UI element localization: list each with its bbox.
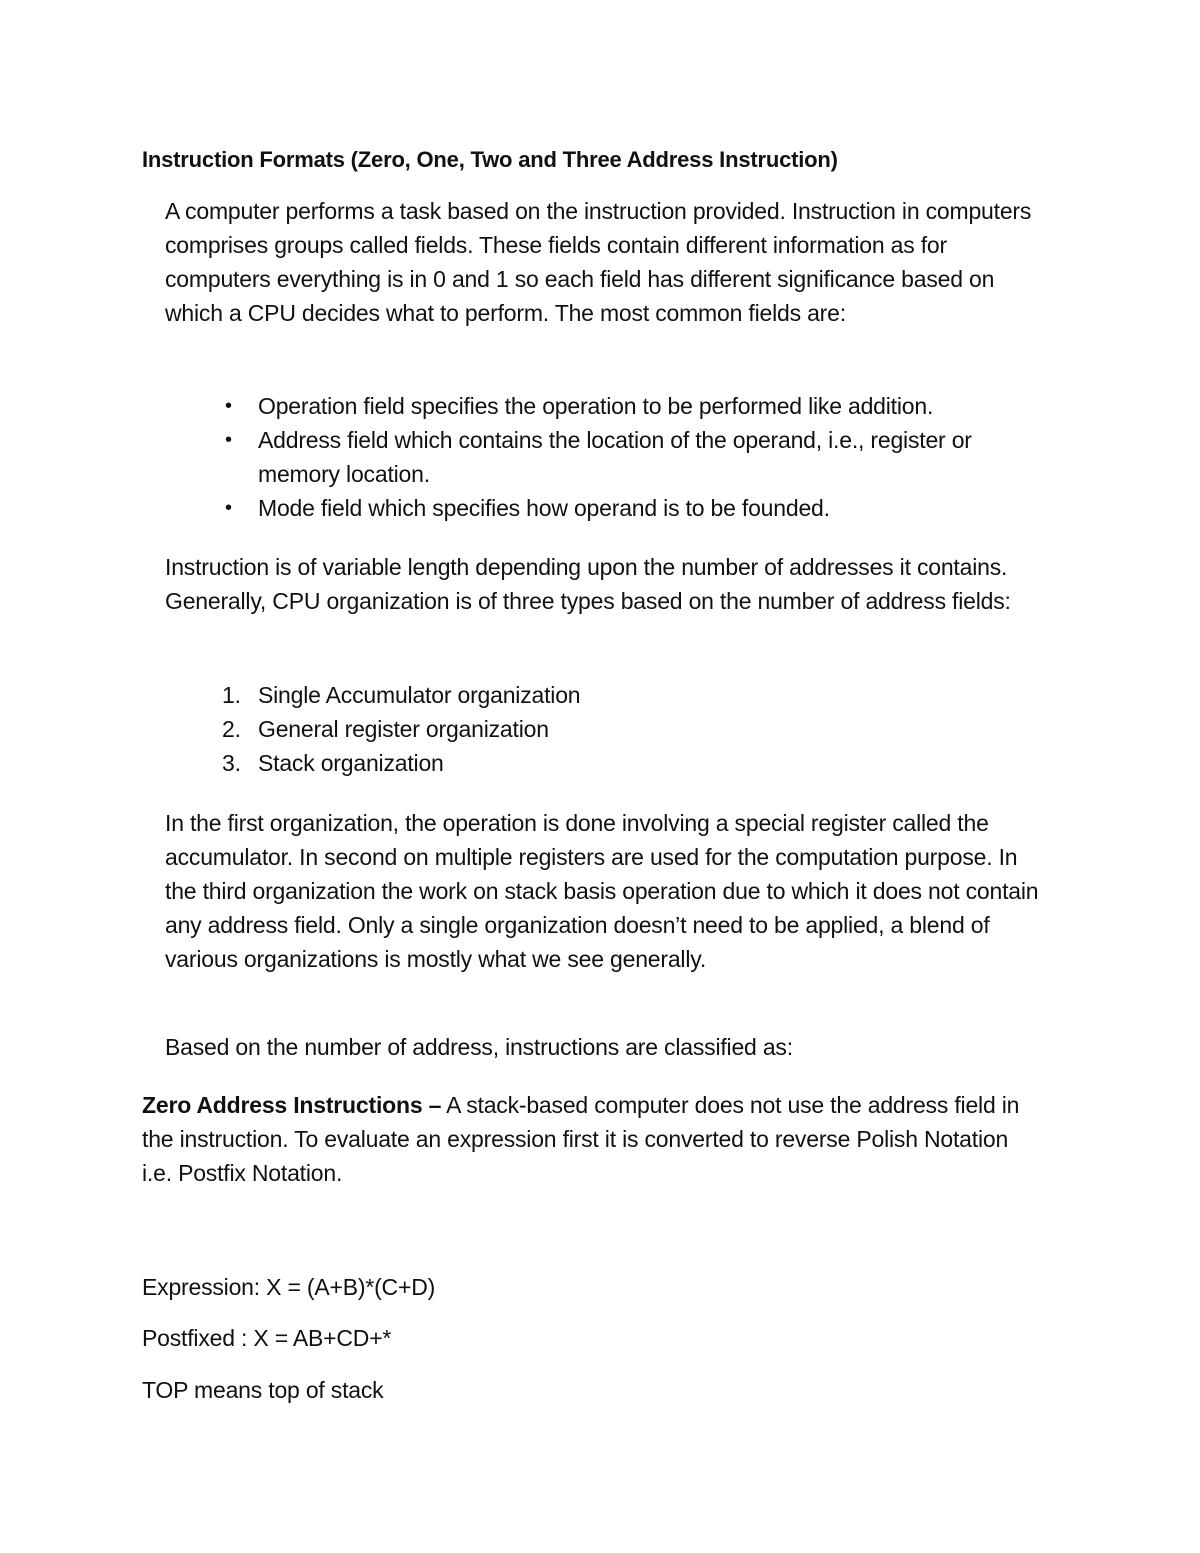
fields-list — [222, 389, 1052, 525]
list-item — [222, 423, 1052, 491]
list-number: 1. — [222, 682, 241, 708]
list-item — [222, 491, 1052, 525]
organization-item: General register organization — [258, 716, 549, 742]
field-mode: Mode field which specifies how operand is to be founded. — [258, 495, 830, 521]
top-note-line: TOP means top of stack — [142, 1377, 384, 1403]
list-number: 3. — [222, 750, 241, 776]
organization-detail-paragraph: In the first organization, the operation is done involving a special register called the accumulator. In second on multiple registers are used for the computation purpose. In the third organization the work on stack basis operation due to which it does not contain any address field. Only a single organization doesn’t need to be applied, a blend of various organizations is mostly what we see generally. — [165, 810, 1039, 972]
postfixed-line: Postfixed : X = AB+CD+* — [142, 1325, 392, 1351]
organization-item: Single Accumulator organization — [258, 682, 581, 708]
field-address: Address field which contains the location of the operand, i.e., register or memory location. — [258, 427, 972, 487]
list-item — [222, 746, 1052, 780]
organization-item: Stack organization — [258, 750, 444, 776]
classification-paragraph: Based on the number of address, instructions are classified as: — [165, 1034, 793, 1060]
list-item — [222, 678, 1052, 712]
document-title: Instruction Formats (Zero, One, Two and Three Address Instruction) — [142, 147, 838, 172]
zero-address-text: A stack-based computer does not use the address field in the instruction. To evaluate an expression first it is converted to reverse Polish Notation i.e. Postfix Notation. — [142, 1092, 1020, 1186]
zero-address-paragraph — [142, 1088, 1042, 1190]
organizations-list — [222, 678, 1052, 780]
expression-line: Expression: X = (A+B)*(C+D) — [142, 1274, 436, 1300]
zero-address-label: Zero Address Instructions – — [142, 1092, 442, 1118]
bullet-icon: • — [225, 429, 232, 451]
list-number: 2. — [222, 716, 241, 742]
bullet-icon: • — [225, 395, 232, 417]
list-item — [222, 712, 1052, 746]
bullet-icon: • — [225, 497, 232, 519]
list-item — [222, 389, 1052, 423]
intro-paragraph: A computer performs a task based on the instruction provided. Instruction in computers comprises groups called fields. These fields contain different information as for computers everything is in 0 and 1 so each field has different significance based on which a CPU decides what to perform. The most common fields are: — [165, 198, 1032, 326]
variable-length-paragraph: Instruction is of variable length depending upon the number of addresses it contains. Generally, CPU organization is of three types based on the number of address fields: — [165, 554, 1011, 614]
field-operation: Operation field specifies the operation to be performed like addition. — [258, 393, 934, 419]
